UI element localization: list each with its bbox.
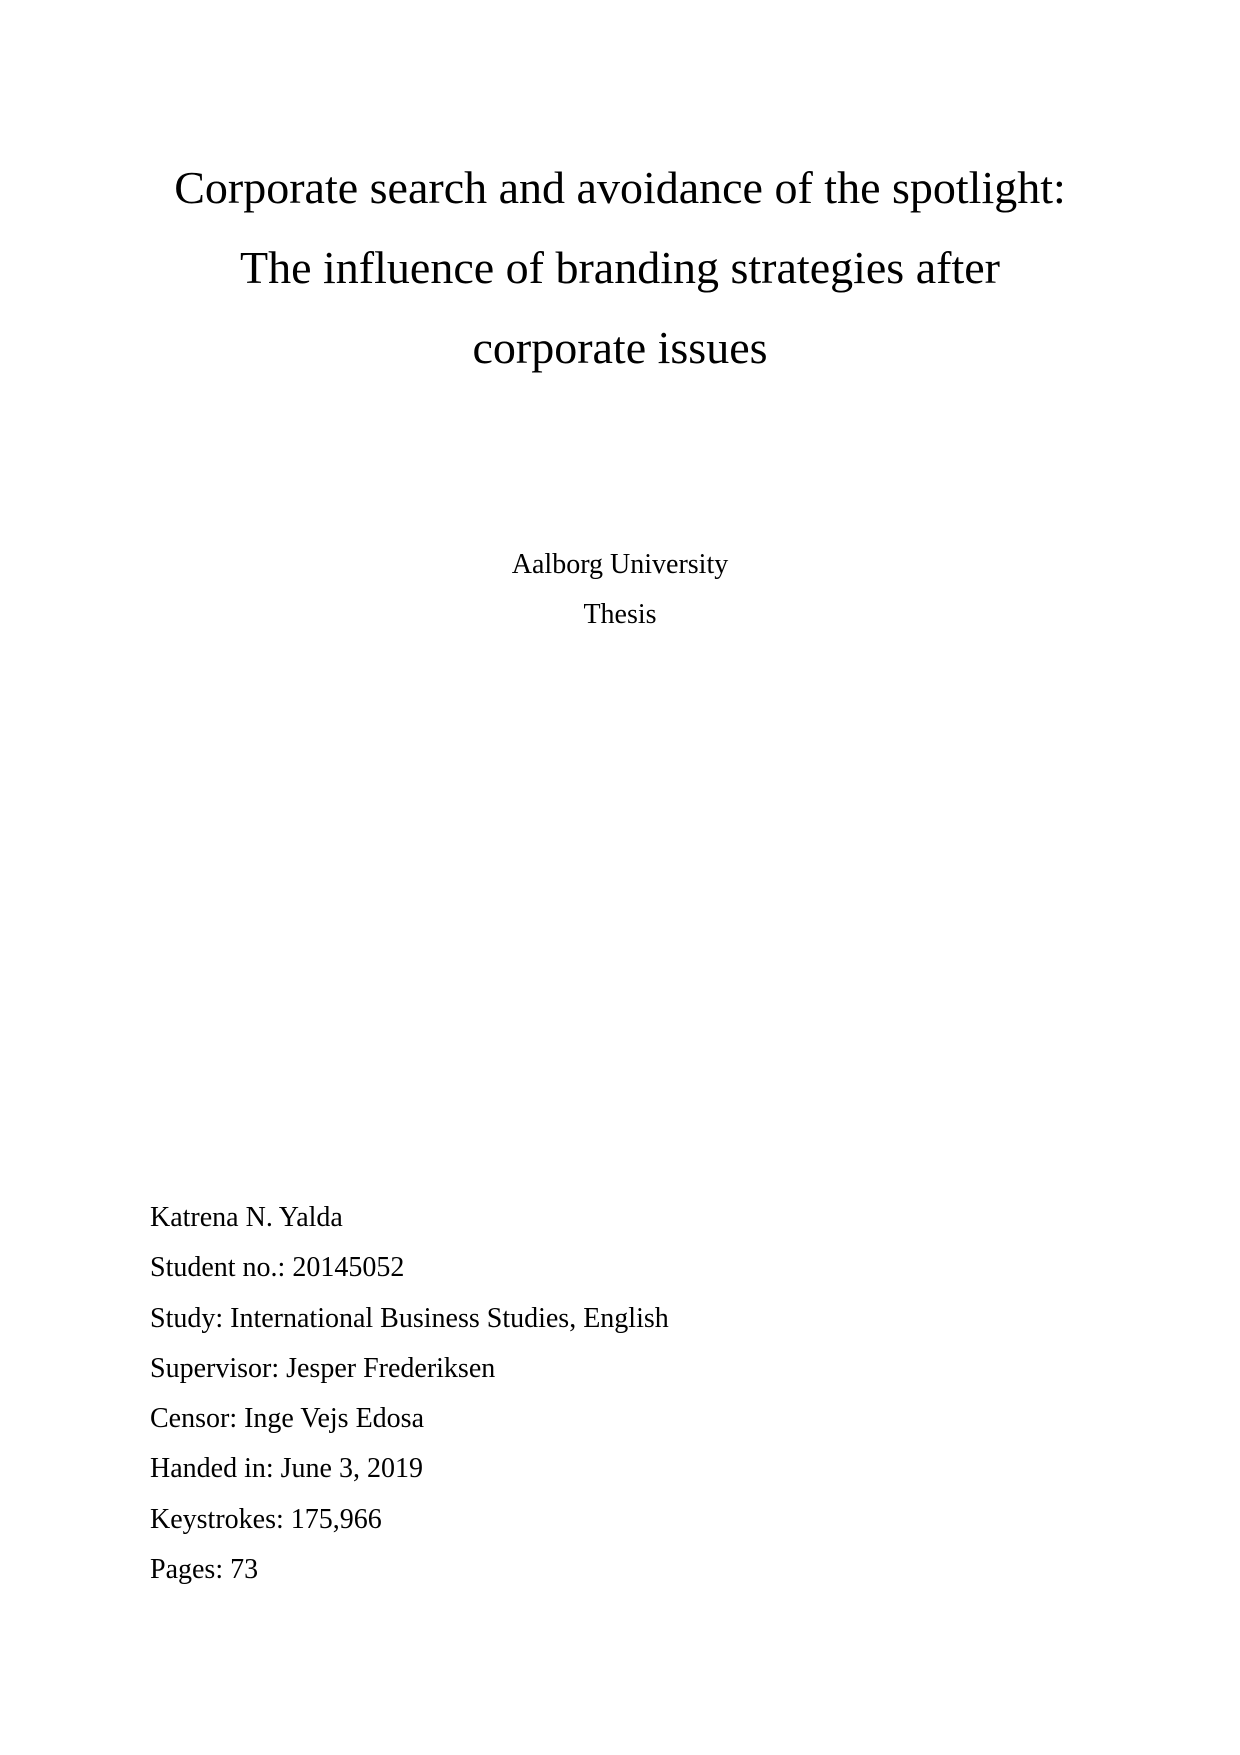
thesis-details: [150, 1193, 669, 1595]
title-line-3: corporate issues: [472, 322, 768, 373]
document-type: Thesis: [583, 599, 657, 630]
title-line-2: The influence of branding strategies after: [240, 242, 1000, 293]
study-program: Study: International Business Studies, English: [150, 1302, 669, 1334]
keystroke-count: Keystrokes: 175,966: [150, 1503, 382, 1535]
title-line-1: Corporate search and avoidance of the spotlight:: [174, 162, 1066, 213]
student-number: Student no.: 20145052: [150, 1252, 405, 1284]
supervisor-name: Supervisor: Jesper Frederiksen: [150, 1352, 496, 1384]
institution-block: [0, 540, 1240, 640]
author-name: Katrena N. Yalda: [150, 1202, 343, 1233]
thesis-title: [0, 148, 1240, 388]
page-count: Pages: 73: [150, 1554, 259, 1586]
handed-in-date: Handed in: June 3, 2019: [150, 1453, 423, 1485]
censor-name: Censor: Inge Vejs Edosa: [150, 1403, 424, 1435]
university-name: Aalborg University: [511, 549, 729, 580]
